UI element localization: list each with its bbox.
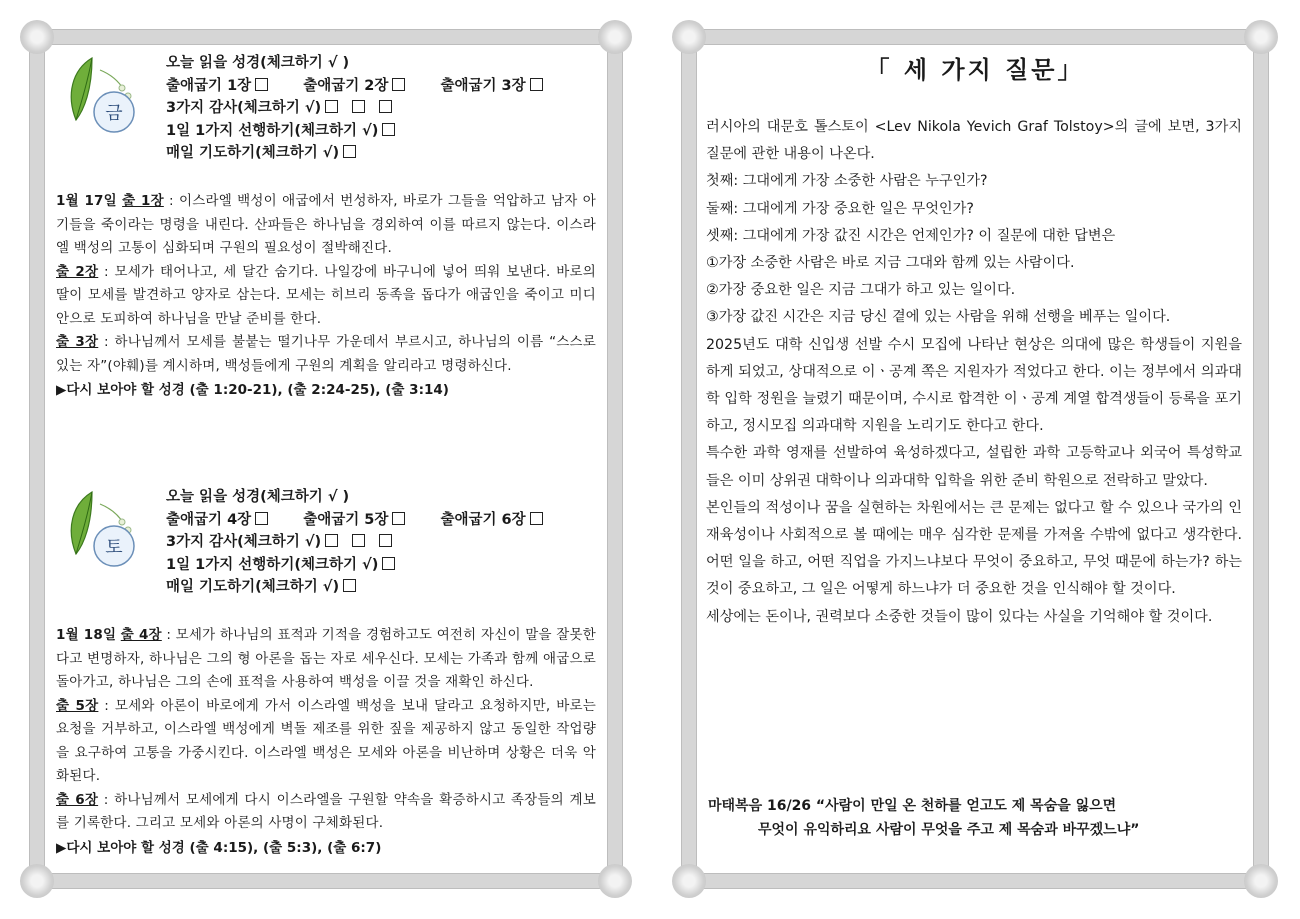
paragraph: 러시아의 대문호 톨스토이 <Lev Nikola Yevich Graf Tolstoy>의 글에 보면, 3가지 질문에 관한 내용이 나온다. xyxy=(706,119,1242,163)
checkbox[interactable] xyxy=(343,579,356,592)
left-page xyxy=(30,30,622,888)
reading-checklist xyxy=(166,486,543,599)
chapter-label: 출애굽기 4장 xyxy=(166,511,252,528)
prayer-label: 매일 기도하기(체크하기 √) xyxy=(166,579,340,595)
corner-ornament xyxy=(20,864,54,898)
paragraph: 첫째: 그대에게 가장 소중한 사람은 누구인가? xyxy=(706,173,988,190)
checkbox[interactable] xyxy=(392,512,405,525)
thanks-label: 3가지 감사(체크하기 √) xyxy=(166,534,322,550)
chapter-label: 출애굽기 5장 xyxy=(303,511,389,528)
prayer-label: 매일 기도하기(체크하기 √) xyxy=(166,145,340,161)
corner-ornament xyxy=(672,20,706,54)
day-friday xyxy=(56,46,596,402)
day-badge: 토 xyxy=(105,537,123,558)
chapter-ref: 출 5장 xyxy=(56,697,99,714)
checkbox[interactable] xyxy=(392,78,405,91)
checkbox[interactable] xyxy=(352,100,365,113)
right-page xyxy=(682,30,1268,888)
leaf-badge-icon xyxy=(62,484,138,574)
verse-line: 마태복음 16/26 “사람이 만일 온 천하를 얻고도 제 목숨을 잃으면 xyxy=(708,798,1117,814)
paragraph: ①가장 소중한 사람은 바로 지금 그대와 함께 있는 사람이다. xyxy=(706,255,1075,272)
verse-line: 무엇이 유익하리요 사람이 무엇을 주고 제 목숨과 바꾸겠느냐” xyxy=(758,822,1140,838)
reading-checklist xyxy=(166,52,543,165)
paragraph: 셋째: 그대에게 가장 값진 시간은 언제인가? 이 질문에 대한 답변은 xyxy=(706,227,1116,244)
chapter-label: 출애굽기 6장 xyxy=(440,511,526,528)
chapter-label: 출애굽기 2장 xyxy=(303,77,389,94)
bible-verse xyxy=(708,794,1244,842)
checklist-title: 오늘 읽을 성경(체크하기 √ ) xyxy=(166,489,350,505)
thanks-label: 3가지 감사(체크하기 √) xyxy=(166,100,322,116)
paragraph: 둘째: 그대에게 가장 중요한 일은 무엇인가? xyxy=(706,200,974,217)
chapter-ref: 출 2장 xyxy=(56,263,99,280)
leaf-badge-icon xyxy=(62,50,138,140)
review-verses: ▶다시 보아야 할 성경 (출 1:20-21), (출 2:24-25), (출 3:14) xyxy=(56,382,449,398)
paragraph: 본인들의 적성이나 꿈을 실현하는 차원에서는 큰 문제는 없다고 할 수 있으나 국가의 인재육성이나 사회적으로 볼 때에는 매우 심각한 문제를 가져올 수밖에 없다고 생각한다. 어떤 일을 하고, 어떤 직업을 가지느냐보다 무엇이 중요하고, 무엇 때문에 하는가? 하는 것이 중요하고, 그 일은 어떻게 하느냐가 더 중요한 것을 인식해야 할 것이다. xyxy=(706,499,1242,598)
checkbox[interactable] xyxy=(379,534,392,547)
date: 1월 17일 xyxy=(56,193,117,209)
checkbox[interactable] xyxy=(255,78,268,91)
paragraph: ③가장 값진 시간은 지금 당신 곁에 있는 사람을 위해 선행을 베푸는 일이다. xyxy=(706,309,1171,326)
day-saturday xyxy=(56,480,596,860)
paragraph: 특수한 과학 영재를 선발하여 육성하겠다고, 설립한 과학 고등학교나 외국어 특성학교들은 이미 상위권 대학이나 의과대학 입학을 위한 준비 학원으로 전락하고 말았다. xyxy=(706,445,1242,489)
checkbox[interactable] xyxy=(379,100,392,113)
corner-ornament xyxy=(1244,20,1278,54)
good-deed-label: 1일 1가지 선행하기(체크하기 √) xyxy=(166,122,379,139)
paragraph: 세상에는 돈이나, 권력보다 소중한 것들이 많이 있다는 사실을 기억해야 할 것이다. xyxy=(706,608,1213,625)
corner-ornament xyxy=(598,864,632,898)
checkbox[interactable] xyxy=(382,557,395,570)
corner-ornament xyxy=(672,864,706,898)
corner-ornament xyxy=(20,20,54,54)
passage: 1월 18일 출 4장 : 모세가 하나님의 표적과 기적을 경험하고도 여전히 자신이 말을 잘못한다고 변명하자, 하나님은 그의 형 아론을 돕는 자로 세우신다. 모세는 가족과 함께 애굽으로 돌아가고, 하나님은 그의 손에 표적을 사용하여 백성을 이끌 것을 재확인 하신다. 출 5장 : 모세와 아론이 바로에게 가서 이스라엘 백성을 보내 달라고 요청하지만, 바로는 요청을 거부하고, 이스라엘 백성에게 벽돌 제조를 위한 짚을 제공하지 않고 동일한 작업량을 요구하여 고통을 가중시킨다. 이스라엘 백성은 모세와 아론을 비난하며 상황은 더욱 악화된다. 출 6장 : 하나님께서 모세에게 다시 이스라엘을 구원할 약속을 확증하시고 족장들의 계보를 기록한다. 그리고 모세와 아론의 사명이 구체화된다. xyxy=(56,627,596,831)
checkbox[interactable] xyxy=(530,78,543,91)
chapter-label: 출애굽기 1장 xyxy=(166,77,252,94)
date: 1월 18일 xyxy=(56,627,117,643)
checkbox[interactable] xyxy=(325,100,338,113)
chapter-ref: 출 3장 xyxy=(56,334,99,350)
checkbox[interactable] xyxy=(382,123,395,136)
essay-title: 「 세 가지 질문」 xyxy=(865,56,1085,84)
checkbox[interactable] xyxy=(352,534,365,547)
chapter-ref: 출 1장 xyxy=(122,193,164,209)
passage: 1월 17일 출 1장 : 이스라엘 백성이 애굽에서 번성하자, 바로가 그들을 억압하고 남자 아기들을 죽이라는 명령을 내린다. 산파들은 하나님을 경외하여 이를 따르지 않는다. 이스라엘 백성의 고통이 심화되며 구원의 필요성이 절박해진다. 출 2장 : 모세가 태어나고, 세 달간 숨기다. 나일강에 바구니에 넣어 띄워 보낸다. 바로의 딸이 모세를 발견하고 양자로 삼는다. 모세는 히브리 동족을 돕다가 애굽인을 죽이고 미디안으로 도피하여 하나님을 만날 준비를 한다. 출 3장 : 하나님께서 모세를 불붙는 떨기나무 가운데서 부르시고, 하나님의 이름 “스스로 있는 자”(야훼)를 계시하며, 백성들에게 구원의 계획을 알리라고 명령하신다. xyxy=(56,193,596,374)
chapter-label: 출애굽기 3장 xyxy=(440,77,526,94)
checkbox[interactable] xyxy=(255,512,268,525)
good-deed-label: 1일 1가지 선행하기(체크하기 √) xyxy=(166,556,379,573)
essay-body xyxy=(706,114,1242,631)
paragraph: ②가장 중요한 일은 지금 그대가 하고 있는 일이다. xyxy=(706,282,1016,299)
checkbox[interactable] xyxy=(530,512,543,525)
corner-ornament xyxy=(598,20,632,54)
paragraph: 2025년도 대학 신입생 선발 수시 모집에 나타난 현상은 의대에 많은 학생들이 지원을 하게 되었고, 상대적으로 이ㆍ공계 쪽은 지원자가 적었다고 한다. 이는 정부에서 의과대학 입학 정원을 늘렸기 때문이며, 수시로 합격한 이ㆍ공계 계열 합격생들이 등록을 포기하고, 정시모집 의과대학 지원을 노리기도 한다고 한다. xyxy=(706,336,1242,435)
review-verses: ▶다시 보아야 할 성경 (출 4:15), (출 5:3), (출 6:7) xyxy=(56,839,382,856)
checklist-title: 오늘 읽을 성경(체크하기 √ ) xyxy=(166,55,350,71)
chapter-ref: 출 4장 xyxy=(120,627,162,643)
day-badge: 금 xyxy=(105,103,123,124)
checkbox[interactable] xyxy=(325,534,338,547)
chapter-ref: 출 6장 xyxy=(56,791,99,808)
corner-ornament xyxy=(1244,864,1278,898)
checkbox[interactable] xyxy=(343,145,356,158)
